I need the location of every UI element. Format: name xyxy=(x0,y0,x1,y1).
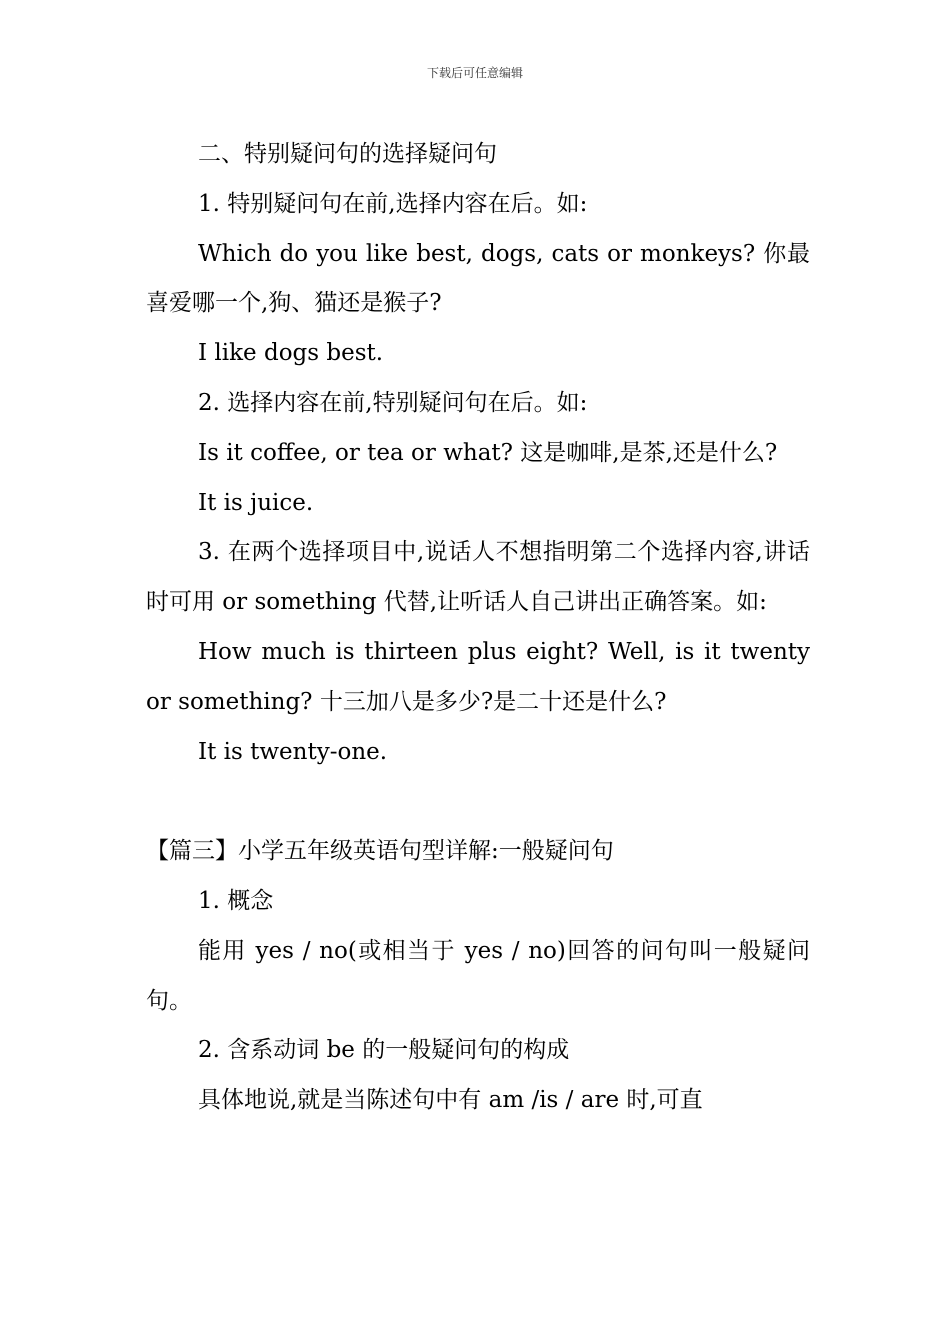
example-answer: It is juice. xyxy=(198,489,314,516)
paragraph: 具体地说,就是当陈述句中有 am /is / are 时,可直 xyxy=(198,1087,703,1114)
paragraph-gap xyxy=(146,777,810,827)
page-header: 下载后可任意编辑 xyxy=(426,66,523,80)
section-heading: 二、特别疑问句的选择疑问句 xyxy=(198,141,497,167)
example-sentence: Which do you like best, dogs, cats or monkeys? 你最喜爱哪一个,狗、猫还是猴子? xyxy=(146,240,810,317)
paragraph: 2. 选择内容在前,特别疑问句在后。如: xyxy=(198,389,588,416)
example-sentence: How much is thirteen plus eight? Well, is it twenty or something? 十三加八是多少?是二十还是什么? xyxy=(146,638,810,715)
example-answer: I like dogs best. xyxy=(198,340,384,367)
section-title: 【篇三】小学五年级英语句型详解:一般疑问句 xyxy=(146,838,614,865)
subheading: 1. 概念 xyxy=(198,887,274,914)
example-sentence: Is it coffee, or tea or what? 这是咖啡,是茶,还是什么? xyxy=(198,439,778,466)
paragraph: 能用 yes / no(或相当于 yes / no)回答的问句叫一般疑问句。 xyxy=(146,937,810,1014)
example-answer: It is twenty-one. xyxy=(198,738,388,765)
subheading: 2. 含系动词 be 的一般疑问句的构成 xyxy=(198,1037,570,1064)
paragraph: 3. 在两个选择项目中,说话人不想指明第二个选择内容,讲话时可用 or something 代替,让听话人自己讲出正确答案。如: xyxy=(146,539,810,616)
document-body xyxy=(146,130,810,1126)
paragraph: 1. 特别疑问句在前,选择内容在后。如: xyxy=(198,190,588,217)
